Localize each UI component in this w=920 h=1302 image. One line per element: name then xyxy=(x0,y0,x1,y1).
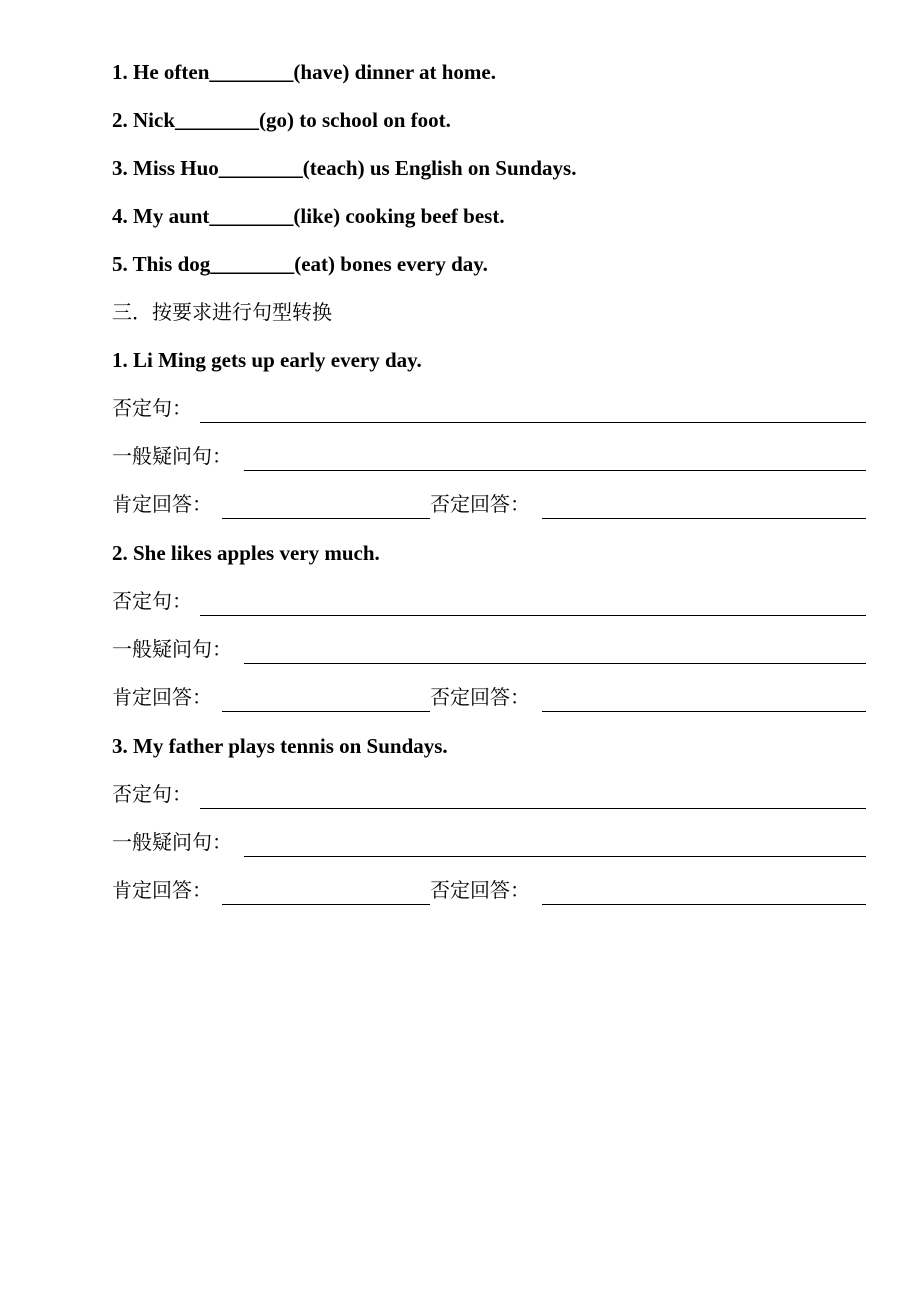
answer-blank[interactable] xyxy=(200,593,866,616)
negative-row xyxy=(112,393,866,423)
answers-row xyxy=(112,875,866,905)
negative-label: 否定句： xyxy=(112,589,192,613)
exercise-2: 2. Nick________(go) to school on foot. xyxy=(112,108,451,132)
answer-blank[interactable] xyxy=(244,448,866,471)
answer-blank[interactable] xyxy=(222,689,430,712)
section-title: 三．按要求进行句型转换 xyxy=(112,300,332,324)
answers-row xyxy=(112,489,866,519)
sentence-3: 3. My father plays tennis on Sundays. xyxy=(112,734,448,758)
answer-blank[interactable] xyxy=(222,882,430,905)
negative-label: 否定句： xyxy=(112,782,192,806)
exercise-1: 1. He often________(have) dinner at home. xyxy=(112,60,496,84)
no-answer-label: 否定回答： xyxy=(430,492,530,516)
negative-label: 否定句： xyxy=(112,396,192,420)
sentence-2: 2. She likes apples very much. xyxy=(112,541,380,565)
sentence-1: 1. Li Ming gets up early every day. xyxy=(112,348,422,372)
answers-row xyxy=(112,682,866,712)
question-label: 一般疑问句： xyxy=(112,637,232,661)
question-label: 一般疑问句： xyxy=(112,830,232,854)
yes-answer-label: 肯定回答： xyxy=(112,685,212,709)
answer-blank[interactable] xyxy=(542,882,866,905)
exercise-5: 5. This dog________(eat) bones every day. xyxy=(112,252,488,276)
no-answer-label: 否定回答： xyxy=(430,878,530,902)
question-row xyxy=(112,634,866,664)
yes-answer-label: 肯定回答： xyxy=(112,492,212,516)
answer-blank[interactable] xyxy=(200,400,866,423)
yes-answer-label: 肯定回答： xyxy=(112,878,212,902)
negative-row xyxy=(112,586,866,616)
answer-blank[interactable] xyxy=(244,834,866,857)
answer-blank[interactable] xyxy=(222,496,430,519)
exercise-3: 3. Miss Huo________(teach) us English on Sundays. xyxy=(112,156,577,180)
answer-blank[interactable] xyxy=(200,786,866,809)
exercise-4: 4. My aunt________(like) cooking beef best. xyxy=(112,204,505,228)
no-answer-label: 否定回答： xyxy=(430,685,530,709)
question-row xyxy=(112,441,866,471)
answer-blank[interactable] xyxy=(542,689,866,712)
question-label: 一般疑问句： xyxy=(112,444,232,468)
answer-blank[interactable] xyxy=(244,641,866,664)
answer-blank[interactable] xyxy=(542,496,866,519)
question-row xyxy=(112,827,866,857)
negative-row xyxy=(112,779,866,809)
